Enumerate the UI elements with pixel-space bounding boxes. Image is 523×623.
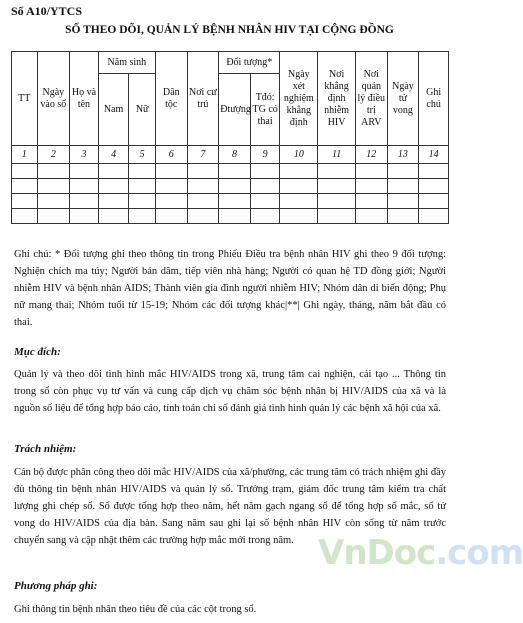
table-cell — [219, 194, 251, 209]
col-header-noi-cu-tru: Nơi cư trú — [187, 52, 219, 146]
page-title: SỔ THEO DÕI, QUẢN LÝ BỆNH NHÂN HIV TẠI CỘNG ĐỒNG — [65, 24, 394, 36]
table-cell — [318, 194, 356, 209]
table-cell — [98, 164, 129, 179]
col-header-nam-sinh: Năm sinh — [98, 52, 155, 74]
table-cell — [250, 209, 280, 224]
column-number: 7 — [187, 146, 219, 164]
method-heading: Phương pháp ghi: — [14, 580, 98, 592]
table-row — [12, 179, 449, 194]
table-cell — [187, 179, 219, 194]
table-cell — [419, 209, 449, 224]
table-cell — [70, 164, 99, 179]
table-cell — [280, 164, 318, 179]
table-cell — [219, 209, 251, 224]
table-cell — [355, 179, 387, 194]
column-number-row — [12, 146, 449, 164]
col-header-ngay-xet-nghiem: Ngày xét nghiệm khẳng định — [280, 52, 318, 146]
table-cell — [155, 179, 187, 194]
table-cell — [70, 179, 99, 194]
table-cell — [355, 209, 387, 224]
column-number: 13 — [387, 146, 419, 164]
table-cell — [355, 164, 387, 179]
table-cell — [387, 179, 419, 194]
form-code: Sổ A10/YTCS — [11, 4, 83, 18]
col-header-ngay-vao-so: Ngày vào sổ — [37, 52, 70, 146]
table-row — [12, 194, 449, 209]
col-header-nu: Nữ — [129, 74, 156, 146]
table-cell — [355, 194, 387, 209]
col-header-ngay-tu-vong: Ngày tử vong — [387, 52, 419, 146]
table-cell — [387, 164, 419, 179]
table-cell — [70, 209, 99, 224]
table-cell — [280, 194, 318, 209]
table-cell — [387, 194, 419, 209]
table-cell — [37, 194, 70, 209]
method-paragraph: Ghi thông tin bệnh nhân theo tiêu đề của các cột trong sổ. — [14, 604, 257, 615]
table-cell — [187, 194, 219, 209]
table-cell — [12, 194, 38, 209]
table-cell — [98, 194, 129, 209]
table-cell — [250, 179, 280, 194]
table-cell — [280, 209, 318, 224]
column-number: 2 — [37, 146, 70, 164]
responsibility-paragraph: Cán bộ được phân công theo dõi mắc HIV/AIDS của xã/phường, các trung tâm có trách nhiệm ghi đầy đủ thông tin bệnh nhân HIV/AIDS và quản lý sổ. Trưởng trạm, giám đốc trung tâm kiểm tra chất lượng ghi chép sổ. Sổ được tổng hợp theo năm, hết năm gạch ngang sổ để tổng hợp số mắc, số tử vong do HIV/AIDS của địa bàn. Sang năm sau ghi lại số bệnh nhân HIV còn sống từ năm trước chuyển sang và cập nhật thêm các trường hợp mắc mới trong năm. — [14, 467, 446, 546]
table-cell — [37, 209, 70, 224]
table-row — [12, 209, 449, 224]
column-number: 9 — [250, 146, 280, 164]
table-cell — [250, 194, 280, 209]
column-number: 12 — [355, 146, 387, 164]
table-cell — [280, 179, 318, 194]
note-paragraph: Ghi chú: * Đối tượng ghi theo thông tin trong Phiếu Điều tra bệnh nhân HIV ghi theo 9 đối tượng: Nghiện chích ma túy; Người bán dâm, tiếp viên nhà hàng; Người có quan hệ TD đồng giới; Người nhiễm HIV và bệnh nhân AIDS; Thành viên gia đình người nhiễm HIV; Nhóm dân di biến động; Phụ nữ mang thai; Nhóm tuổi từ 15-19; Nhóm các đối tượng khác|**| Ghi ngày, tháng, năm bắt đầu có thai. — [14, 249, 446, 328]
table-cell — [155, 209, 187, 224]
table-cell — [250, 164, 280, 179]
table-cell — [318, 164, 356, 179]
purpose-paragraph: Quản lý và theo dõi tình hình mắc HIV/AIDS trong xã, trung tâm cai nghiện, cải tạo ... Thông tin trong sổ còn phục vụ tư vấn và cung cấp dịch vụ chăm sóc bệnh nhân bị HIV/AIDS của xã và là nguồn số liệu để tổng hợp báo cáo, tính toán chỉ số đánh giá tình hình quản lý các bệnh xã hội của xã. — [14, 369, 446, 414]
column-number: 1 — [12, 146, 38, 164]
table-cell — [129, 194, 156, 209]
table-cell — [70, 194, 99, 209]
table-cell — [98, 179, 129, 194]
table-cell — [37, 179, 70, 194]
table-cell — [318, 209, 356, 224]
table-cell — [98, 209, 129, 224]
col-header-tt: TT — [12, 52, 38, 146]
column-number: 5 — [129, 146, 156, 164]
table-cell — [318, 179, 356, 194]
table-cell — [12, 164, 38, 179]
col-header-tdo-co-thai: Tđó: TG có thai — [250, 74, 280, 146]
register-table — [11, 51, 449, 224]
table-row — [12, 164, 449, 179]
column-number: 3 — [70, 146, 99, 164]
col-header-nam: Nam — [98, 74, 129, 146]
table-cell — [12, 179, 38, 194]
col-header-doi-tuong-sub: Đtượng — [219, 74, 251, 146]
column-number: 11 — [318, 146, 356, 164]
col-header-noi-khang-dinh: Nơi khẳng định nhiễm HIV — [318, 52, 356, 146]
table-cell — [129, 179, 156, 194]
col-header-dan-toc: Dân tộc — [155, 52, 187, 146]
table-cell — [419, 194, 449, 209]
table-cell — [129, 209, 156, 224]
column-number: 8 — [219, 146, 251, 164]
watermark-text: VnDoc — [318, 533, 436, 573]
table-cell — [12, 209, 38, 224]
column-number: 4 — [98, 146, 129, 164]
column-number: 14 — [419, 146, 449, 164]
column-number: 6 — [155, 146, 187, 164]
column-number: 10 — [280, 146, 318, 164]
table-cell — [155, 164, 187, 179]
col-header-noi-quan-ly: Nơi quản lý điều trị ARV — [355, 52, 387, 146]
table-cell — [419, 179, 449, 194]
table-cell — [419, 164, 449, 179]
table-cell — [155, 194, 187, 209]
col-header-ghi-chu: Ghi chú — [419, 52, 449, 146]
responsibility-heading: Trách nhiệm: — [14, 443, 77, 455]
purpose-heading: Mục đích: — [14, 346, 61, 358]
table-cell — [187, 209, 219, 224]
table-cell — [387, 209, 419, 224]
table-cell — [219, 179, 251, 194]
table-cell — [37, 164, 70, 179]
watermark-suffix: .com — [435, 533, 523, 573]
table-cell — [187, 164, 219, 179]
col-header-doi-tuong: Đối tượng* — [219, 52, 280, 74]
table-cell — [129, 164, 156, 179]
table-cell — [219, 164, 251, 179]
col-header-ho-ten: Họ và tên — [70, 52, 99, 146]
